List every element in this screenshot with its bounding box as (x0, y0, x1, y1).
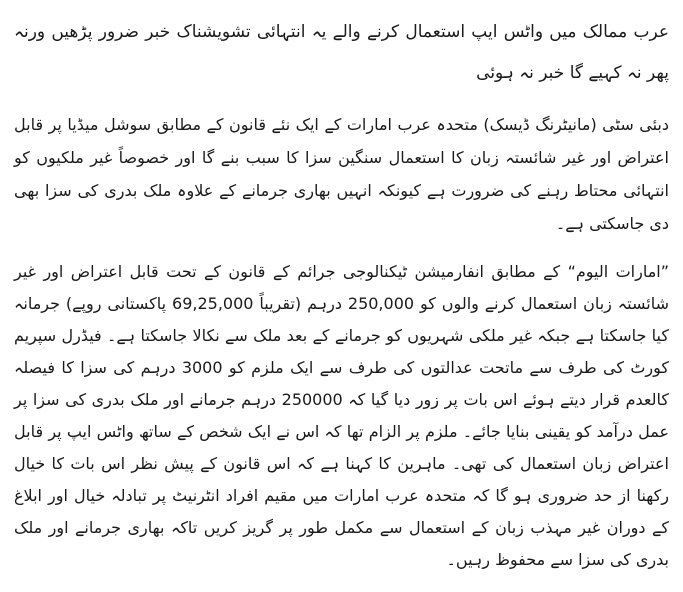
article-headline: عرب ممالک میں واٹس ایپ استعمال کرنے والے یہ انتہائی تشویشناک خبر ضرور پڑھیں ورنہ پھر نہ کہیے گا خبر نہ ہوئی (14, 22, 669, 83)
article-paragraph: ”امارات الیوم“ کے مطابق انفارمیشن ٹیکنالوجی جرائم کے قانون کے تحت قابل اعتراض اور غیر شائستہ زبان استعمال کرنے والوں کو 250,000 درہم (تقریباً 69,25,000 پاکستانی روپے) جرمانہ کیا جاسکتا ہے جبکہ غیر ملکی شہریوں کو جرمانے کے بعد ملک سے نکالا جاسکتا ہے۔ فیڈرل سپریم کورٹ کی طرف سے ماتحت عدالتوں کی طرف سے ایک ملزم کو 3000 درہم کی سزا کا فیصلہ کالعدم قرار دیتے ہوئے اس بات پر زور دیا گیا کہ 250000 درہم جرمانے اور ملک بدری کی سزا پر عمل درآمد کو یقینی بنایا جائے۔ ملزم پر الزام تھا کہ اس نے ایک شخص کے ساتھ واٹس ایپ پر قابل اعتراض زبان استعمال کی تھی۔ ماہرین کا کہنا ہے کہ اس قانون کے پیش نظر اس بات کا خیال رکھنا از حد ضروری ہو گا کہ متحدہ عرب امارات میں مقیم افراد انٹرنیٹ پر تبادلہ خیال اور ابلاغ کے دوران غیر مہذب زبان کے استعمال سے مکمل طور پر گریز کریں تاکہ بھاری جرمانے اور ملک بدری کی سزا سے محفوظ رہیں۔ (14, 262, 670, 569)
article-paragraph: دبئی سٹی (مانیٹرنگ ڈیسک) متحدہ عرب امارات کے ایک نئے قانون کے مطابق سوشل میڈیا پر قابل اعتراض اور غیر شائستہ زبان کا استعمال سنگین سزا کا سبب بنے گا اور خصوصاً غیر ملکیوں کو انتہائی محتاط رہنے کی ضرورت ہے کیونکہ انہیں بھاری جرمانے کے علاوہ ملک بدری کی سزا بھی دی جاسکتی ہے۔ (14, 115, 669, 233)
article-body (14, 12, 669, 592)
